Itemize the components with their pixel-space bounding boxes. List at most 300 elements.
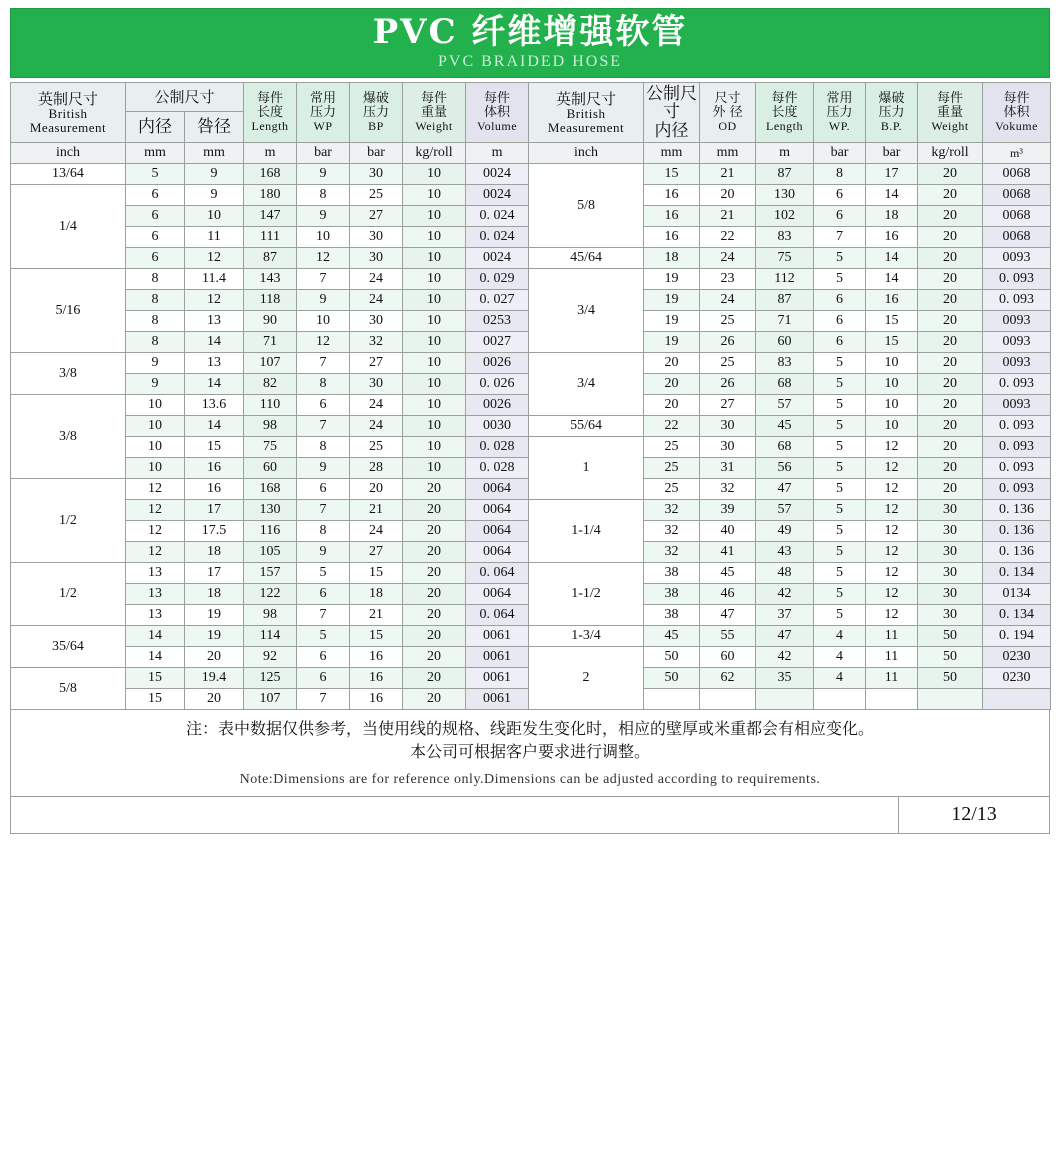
cell-inch-left: 3/8 [11,395,126,479]
cell-length-left: 71 [244,332,297,353]
cell-volume-left: 0. 024 [466,227,529,248]
cell-bp-right: 12 [866,584,918,605]
cell-length-left: 111 [244,227,297,248]
cell-id-left: 6 [126,227,185,248]
cell-weight-left: 20 [403,668,466,689]
cell-bp-left: 24 [350,521,403,542]
cell-bp-right: 18 [866,206,918,227]
cell-bp-left: 27 [350,542,403,563]
cell-volume-right: 0230 [983,668,1051,689]
cell-bp-left: 27 [350,353,403,374]
cell-od-right: 21 [700,164,756,185]
cell-weight-left: 20 [403,584,466,605]
cell-wp-right: 5 [814,563,866,584]
cell-volume-left: 0064 [466,584,529,605]
cell-weight-right: 20 [918,374,983,395]
footnote-en: Note:Dimensions are for reference only.Dimensions can be adjusted according to requirements. [239,771,821,787]
cell-length-right: 37 [756,605,814,626]
unit-inch-right: inch [529,143,644,164]
cell-bp-right: 15 [866,311,918,332]
table-row [11,269,1051,290]
cell-od-right: 40 [700,521,756,542]
header-id-left: 内径 [126,111,185,143]
cell-volume-right [983,689,1051,710]
cell-volume-left: 0061 [466,647,529,668]
cell-length-left: 157 [244,563,297,584]
cell-length-right: 83 [756,353,814,374]
cell-inch-right: 1-1/2 [529,563,644,626]
cell-length-right: 87 [756,290,814,311]
cell-length-right: 56 [756,458,814,479]
cell-volume-right: 0. 194 [983,626,1051,647]
cell-id-right [644,689,700,710]
unit-od-right: mm [700,143,756,164]
cell-weight-right: 20 [918,437,983,458]
cell-bp-right: 12 [866,500,918,521]
cell-id-left: 8 [126,269,185,290]
cell-wp-left: 6 [297,647,350,668]
cell-od-left: 15 [185,437,244,458]
cell-length-right: 60 [756,332,814,353]
cell-id-right: 32 [644,542,700,563]
header-length-right: 每件 长度 Length [756,83,814,143]
cell-length-right: 48 [756,563,814,584]
cell-weight-right: 30 [918,500,983,521]
cell-bp-right: 12 [866,605,918,626]
cell-id-left: 14 [126,647,185,668]
cell-id-right: 25 [644,479,700,500]
cell-inch-left: 1/4 [11,185,126,269]
header-weight-right: 每件 重量 Weight [918,83,983,143]
cell-bp-left: 15 [350,563,403,584]
cell-od-left: 13 [185,353,244,374]
cell-id-left: 15 [126,668,185,689]
cell-length-left: 87 [244,248,297,269]
cell-length-right: 102 [756,206,814,227]
cell-wp-left: 9 [297,206,350,227]
cell-bp-right: 14 [866,185,918,206]
cell-bp-left: 24 [350,416,403,437]
cell-id-left: 13 [126,563,185,584]
title-chinese: PVC 纤维增强软管 [372,12,688,52]
cell-bp-right: 12 [866,458,918,479]
cell-wp-right: 8 [814,164,866,185]
cell-bp-right [866,689,918,710]
cell-weight-left: 10 [403,353,466,374]
unit-inch-left: inch [11,143,126,164]
cell-weight-right: 20 [918,479,983,500]
cell-id-left: 10 [126,458,185,479]
cell-od-left: 16 [185,479,244,500]
cell-weight-right: 20 [918,353,983,374]
cell-length-right: 75 [756,248,814,269]
cell-length-left: 107 [244,353,297,374]
header-metric-id-right: 公制尺寸 内径 [644,83,700,143]
cell-inch-right: 1-3/4 [529,626,644,647]
cell-wp-left: 7 [297,689,350,710]
cell-id-right: 16 [644,227,700,248]
cell-length-left: 114 [244,626,297,647]
cell-wp-left: 9 [297,164,350,185]
cell-volume-right: 0. 093 [983,290,1051,311]
cell-id-right: 16 [644,185,700,206]
cell-od-right: 47 [700,605,756,626]
cell-volume-right: 0068 [983,227,1051,248]
title-english: PVC BRAIDED HOSE [437,53,622,71]
cell-bp-right: 10 [866,395,918,416]
table-header-row-1 [11,83,1051,112]
cell-wp-left: 8 [297,437,350,458]
cell-id-right: 25 [644,437,700,458]
cell-weight-right: 30 [918,542,983,563]
cell-weight-right: 20 [918,164,983,185]
cell-length-left: 130 [244,500,297,521]
unit-weight-left: kg/roll [403,143,466,164]
cell-inch-left: 1/2 [11,563,126,626]
cell-volume-left: 0061 [466,626,529,647]
header-length-left: 每件 长度 Length [244,83,297,143]
unit-length-right: m [756,143,814,164]
header-british-right: 英制尺寸 British Measurement [529,83,644,143]
header-bp-right: 爆破 压力 B.P. [866,83,918,143]
cell-weight-right: 20 [918,416,983,437]
cell-inch-right: 3/4 [529,269,644,353]
cell-wp-right: 5 [814,458,866,479]
cell-bp-right: 14 [866,248,918,269]
unit-weight-right: kg/roll [918,143,983,164]
cell-weight-right: 30 [918,521,983,542]
cell-inch-right: 3/4 [529,353,644,416]
cell-wp-left: 8 [297,521,350,542]
cell-id-right: 22 [644,416,700,437]
cell-length-right: 45 [756,416,814,437]
cell-id-left: 9 [126,374,185,395]
cell-bp-left: 18 [350,584,403,605]
cell-length-left: 105 [244,542,297,563]
cell-wp-right: 6 [814,311,866,332]
cell-id-right: 50 [644,668,700,689]
cell-bp-left: 30 [350,311,403,332]
cell-volume-left: 0064 [466,521,529,542]
cell-od-left: 14 [185,416,244,437]
cell-wp-left: 12 [297,332,350,353]
cell-od-right: 22 [700,227,756,248]
cell-volume-left: 0061 [466,668,529,689]
cell-id-right: 20 [644,395,700,416]
cell-wp-right: 5 [814,353,866,374]
cell-od-left: 19 [185,605,244,626]
cell-od-left: 12 [185,290,244,311]
table-row [11,647,1051,668]
cell-od-left: 9 [185,185,244,206]
cell-od-right [700,689,756,710]
cell-volume-left: 0. 024 [466,206,529,227]
cell-bp-left: 24 [350,290,403,311]
cell-length-left: 98 [244,416,297,437]
cell-od-left: 19 [185,626,244,647]
cell-volume-left: 0024 [466,185,529,206]
footnote-cn-line2: 本公司可根据客户要求进行调整。 [409,742,650,762]
cell-weight-left: 20 [403,542,466,563]
cell-bp-left: 16 [350,689,403,710]
cell-id-left: 6 [126,248,185,269]
cell-od-right: 30 [700,416,756,437]
cell-od-left: 19.4 [185,668,244,689]
cell-od-left: 14 [185,374,244,395]
header-od-right: 尺寸 外 径 OD [700,83,756,143]
cell-bp-right: 12 [866,563,918,584]
cell-volume-right: 0. 136 [983,542,1051,563]
cell-bp-left: 16 [350,668,403,689]
cell-wp-left: 5 [297,563,350,584]
cell-inch-left: 5/16 [11,269,126,353]
cell-od-left: 10 [185,206,244,227]
cell-wp-right: 5 [814,500,866,521]
cell-bp-left: 28 [350,458,403,479]
cell-id-right: 16 [644,206,700,227]
cell-weight-left: 20 [403,479,466,500]
cell-od-right: 23 [700,269,756,290]
cell-volume-right: 0230 [983,647,1051,668]
cell-wp-right: 6 [814,332,866,353]
cell-weight-right: 30 [918,605,983,626]
cell-length-left: 60 [244,458,297,479]
cell-weight-right: 20 [918,227,983,248]
cell-volume-left: 0024 [466,248,529,269]
cell-id-left: 6 [126,206,185,227]
cell-weight-right: 20 [918,395,983,416]
cell-id-right: 38 [644,584,700,605]
cell-od-left: 13.6 [185,395,244,416]
cell-od-left: 14 [185,332,244,353]
cell-volume-right: 0. 093 [983,437,1051,458]
cell-od-left: 20 [185,647,244,668]
cell-inch-right: 1 [529,437,644,500]
cell-id-right: 19 [644,311,700,332]
cell-weight-right: 20 [918,290,983,311]
cell-wp-right: 5 [814,374,866,395]
cell-inch-left: 35/64 [11,626,126,668]
cell-volume-right: 0134 [983,584,1051,605]
table-row [11,437,1051,458]
cell-wp-right: 6 [814,185,866,206]
cell-length-right: 68 [756,437,814,458]
cell-volume-right: 0. 093 [983,479,1051,500]
cell-length-right: 87 [756,164,814,185]
cell-length-left: 75 [244,437,297,458]
cell-bp-left: 27 [350,206,403,227]
cell-weight-left: 20 [403,521,466,542]
cell-volume-left: 0. 026 [466,374,529,395]
cell-length-left: 168 [244,164,297,185]
table-row [11,416,1051,437]
cell-length-right: 49 [756,521,814,542]
cell-length-left: 82 [244,374,297,395]
cell-wp-right: 5 [814,269,866,290]
cell-weight-left: 10 [403,374,466,395]
cell-weight-left: 10 [403,458,466,479]
cell-weight-left: 10 [403,206,466,227]
cell-volume-right: 0093 [983,248,1051,269]
cell-bp-left: 25 [350,185,403,206]
cell-id-left: 12 [126,542,185,563]
cell-length-left: 143 [244,269,297,290]
cell-od-left: 11 [185,227,244,248]
cell-bp-left: 24 [350,395,403,416]
cell-bp-left: 16 [350,647,403,668]
cell-wp-left: 9 [297,290,350,311]
unit-wp-right: bar [814,143,866,164]
cell-wp-left: 6 [297,395,350,416]
cell-volume-left: 0. 064 [466,605,529,626]
cell-od-left: 17 [185,500,244,521]
cell-length-right: 57 [756,500,814,521]
cell-id-left: 13 [126,605,185,626]
cell-wp-left: 7 [297,416,350,437]
cell-volume-left: 0253 [466,311,529,332]
cell-wp-left: 9 [297,542,350,563]
cell-bp-right: 12 [866,521,918,542]
unit-wp-left: bar [297,143,350,164]
cell-id-left: 5 [126,164,185,185]
cell-bp-right: 14 [866,269,918,290]
unit-od-left: mm [185,143,244,164]
cell-wp-left: 6 [297,479,350,500]
cell-wp-right: 4 [814,647,866,668]
cell-wp-left: 7 [297,353,350,374]
cell-wp-right: 5 [814,416,866,437]
footnote-cn-line1: 注：表中数据仅供参考，当使用线的规格、线距发生变化时，相应的壁厚或米重都会有相应变化。 [185,719,874,739]
cell-wp-right: 4 [814,626,866,647]
cell-id-right: 19 [644,290,700,311]
header-bp-left: 爆破 压力 BP [350,83,403,143]
cell-weight-right [918,689,983,710]
cell-od-left: 18 [185,542,244,563]
cell-length-left: 147 [244,206,297,227]
cell-length-right: 112 [756,269,814,290]
cell-wp-left: 7 [297,500,350,521]
table-row [11,353,1051,374]
cell-inch-right: 1-1/4 [529,500,644,563]
table-row [11,164,1051,185]
cell-length-right: 57 [756,395,814,416]
cell-id-left: 12 [126,479,185,500]
header-wp-right: 常用 压力 WP. [814,83,866,143]
cell-length-left: 122 [244,584,297,605]
cell-length-left: 125 [244,668,297,689]
cell-od-right: 46 [700,584,756,605]
cell-weight-left: 10 [403,248,466,269]
cell-od-right: 41 [700,542,756,563]
cell-id-right: 32 [644,521,700,542]
cell-length-right: 35 [756,668,814,689]
cell-weight-left: 20 [403,626,466,647]
page-number: 12/13 [898,797,1049,833]
cell-volume-right: 0093 [983,353,1051,374]
cell-od-right: 24 [700,248,756,269]
cell-id-right: 19 [644,332,700,353]
cell-bp-left: 25 [350,437,403,458]
cell-volume-right: 0. 093 [983,374,1051,395]
cell-bp-right: 12 [866,542,918,563]
cell-volume-left: 0. 027 [466,290,529,311]
unit-volume-right: m³ [983,143,1051,164]
cell-id-left: 9 [126,353,185,374]
cell-length-right: 47 [756,479,814,500]
cell-od-right: 20 [700,185,756,206]
table-row [11,248,1051,269]
table-units-row [11,143,1051,164]
specification-table [10,82,1051,710]
cell-length-right [756,689,814,710]
cell-wp-right: 5 [814,542,866,563]
title-banner [10,8,1050,78]
cell-wp-left: 9 [297,458,350,479]
cell-id-left: 15 [126,689,185,710]
cell-id-right: 38 [644,605,700,626]
cell-od-right: 39 [700,500,756,521]
unit-bp-left: bar [350,143,403,164]
cell-wp-right: 5 [814,605,866,626]
cell-od-right: 30 [700,437,756,458]
cell-id-right: 19 [644,269,700,290]
cell-id-left: 14 [126,626,185,647]
cell-od-left: 12 [185,248,244,269]
cell-id-left: 6 [126,185,185,206]
cell-id-left: 10 [126,416,185,437]
cell-od-right: 26 [700,374,756,395]
cell-id-left: 8 [126,290,185,311]
cell-length-left: 90 [244,311,297,332]
cell-volume-right: 0093 [983,332,1051,353]
cell-length-left: 118 [244,290,297,311]
cell-bp-right: 16 [866,290,918,311]
cell-weight-left: 20 [403,647,466,668]
cell-inch-right: 55/64 [529,416,644,437]
cell-od-right: 55 [700,626,756,647]
cell-length-left: 110 [244,395,297,416]
cell-od-right: 27 [700,395,756,416]
cell-id-right: 20 [644,374,700,395]
cell-bp-left: 24 [350,269,403,290]
table-row [11,626,1051,647]
cell-wp-right: 5 [814,479,866,500]
unit-bp-right: bar [866,143,918,164]
cell-od-right: 45 [700,563,756,584]
unit-length-left: m [244,143,297,164]
cell-od-right: 25 [700,311,756,332]
cell-bp-left: 30 [350,374,403,395]
cell-length-left: 168 [244,479,297,500]
cell-volume-left: 0. 028 [466,437,529,458]
table-row [11,500,1051,521]
table-row [11,563,1051,584]
unit-id-left: mm [126,143,185,164]
cell-id-right: 15 [644,164,700,185]
cell-id-left: 13 [126,584,185,605]
cell-id-right: 18 [644,248,700,269]
cell-weight-right: 20 [918,206,983,227]
cell-length-right: 83 [756,227,814,248]
cell-wp-right: 5 [814,584,866,605]
cell-length-left: 116 [244,521,297,542]
cell-volume-left: 0064 [466,542,529,563]
cell-od-right: 26 [700,332,756,353]
unit-id-right: mm [644,143,700,164]
cell-weight-right: 20 [918,458,983,479]
cell-inch-left: 5/8 [11,668,126,710]
cell-bp-right: 15 [866,332,918,353]
